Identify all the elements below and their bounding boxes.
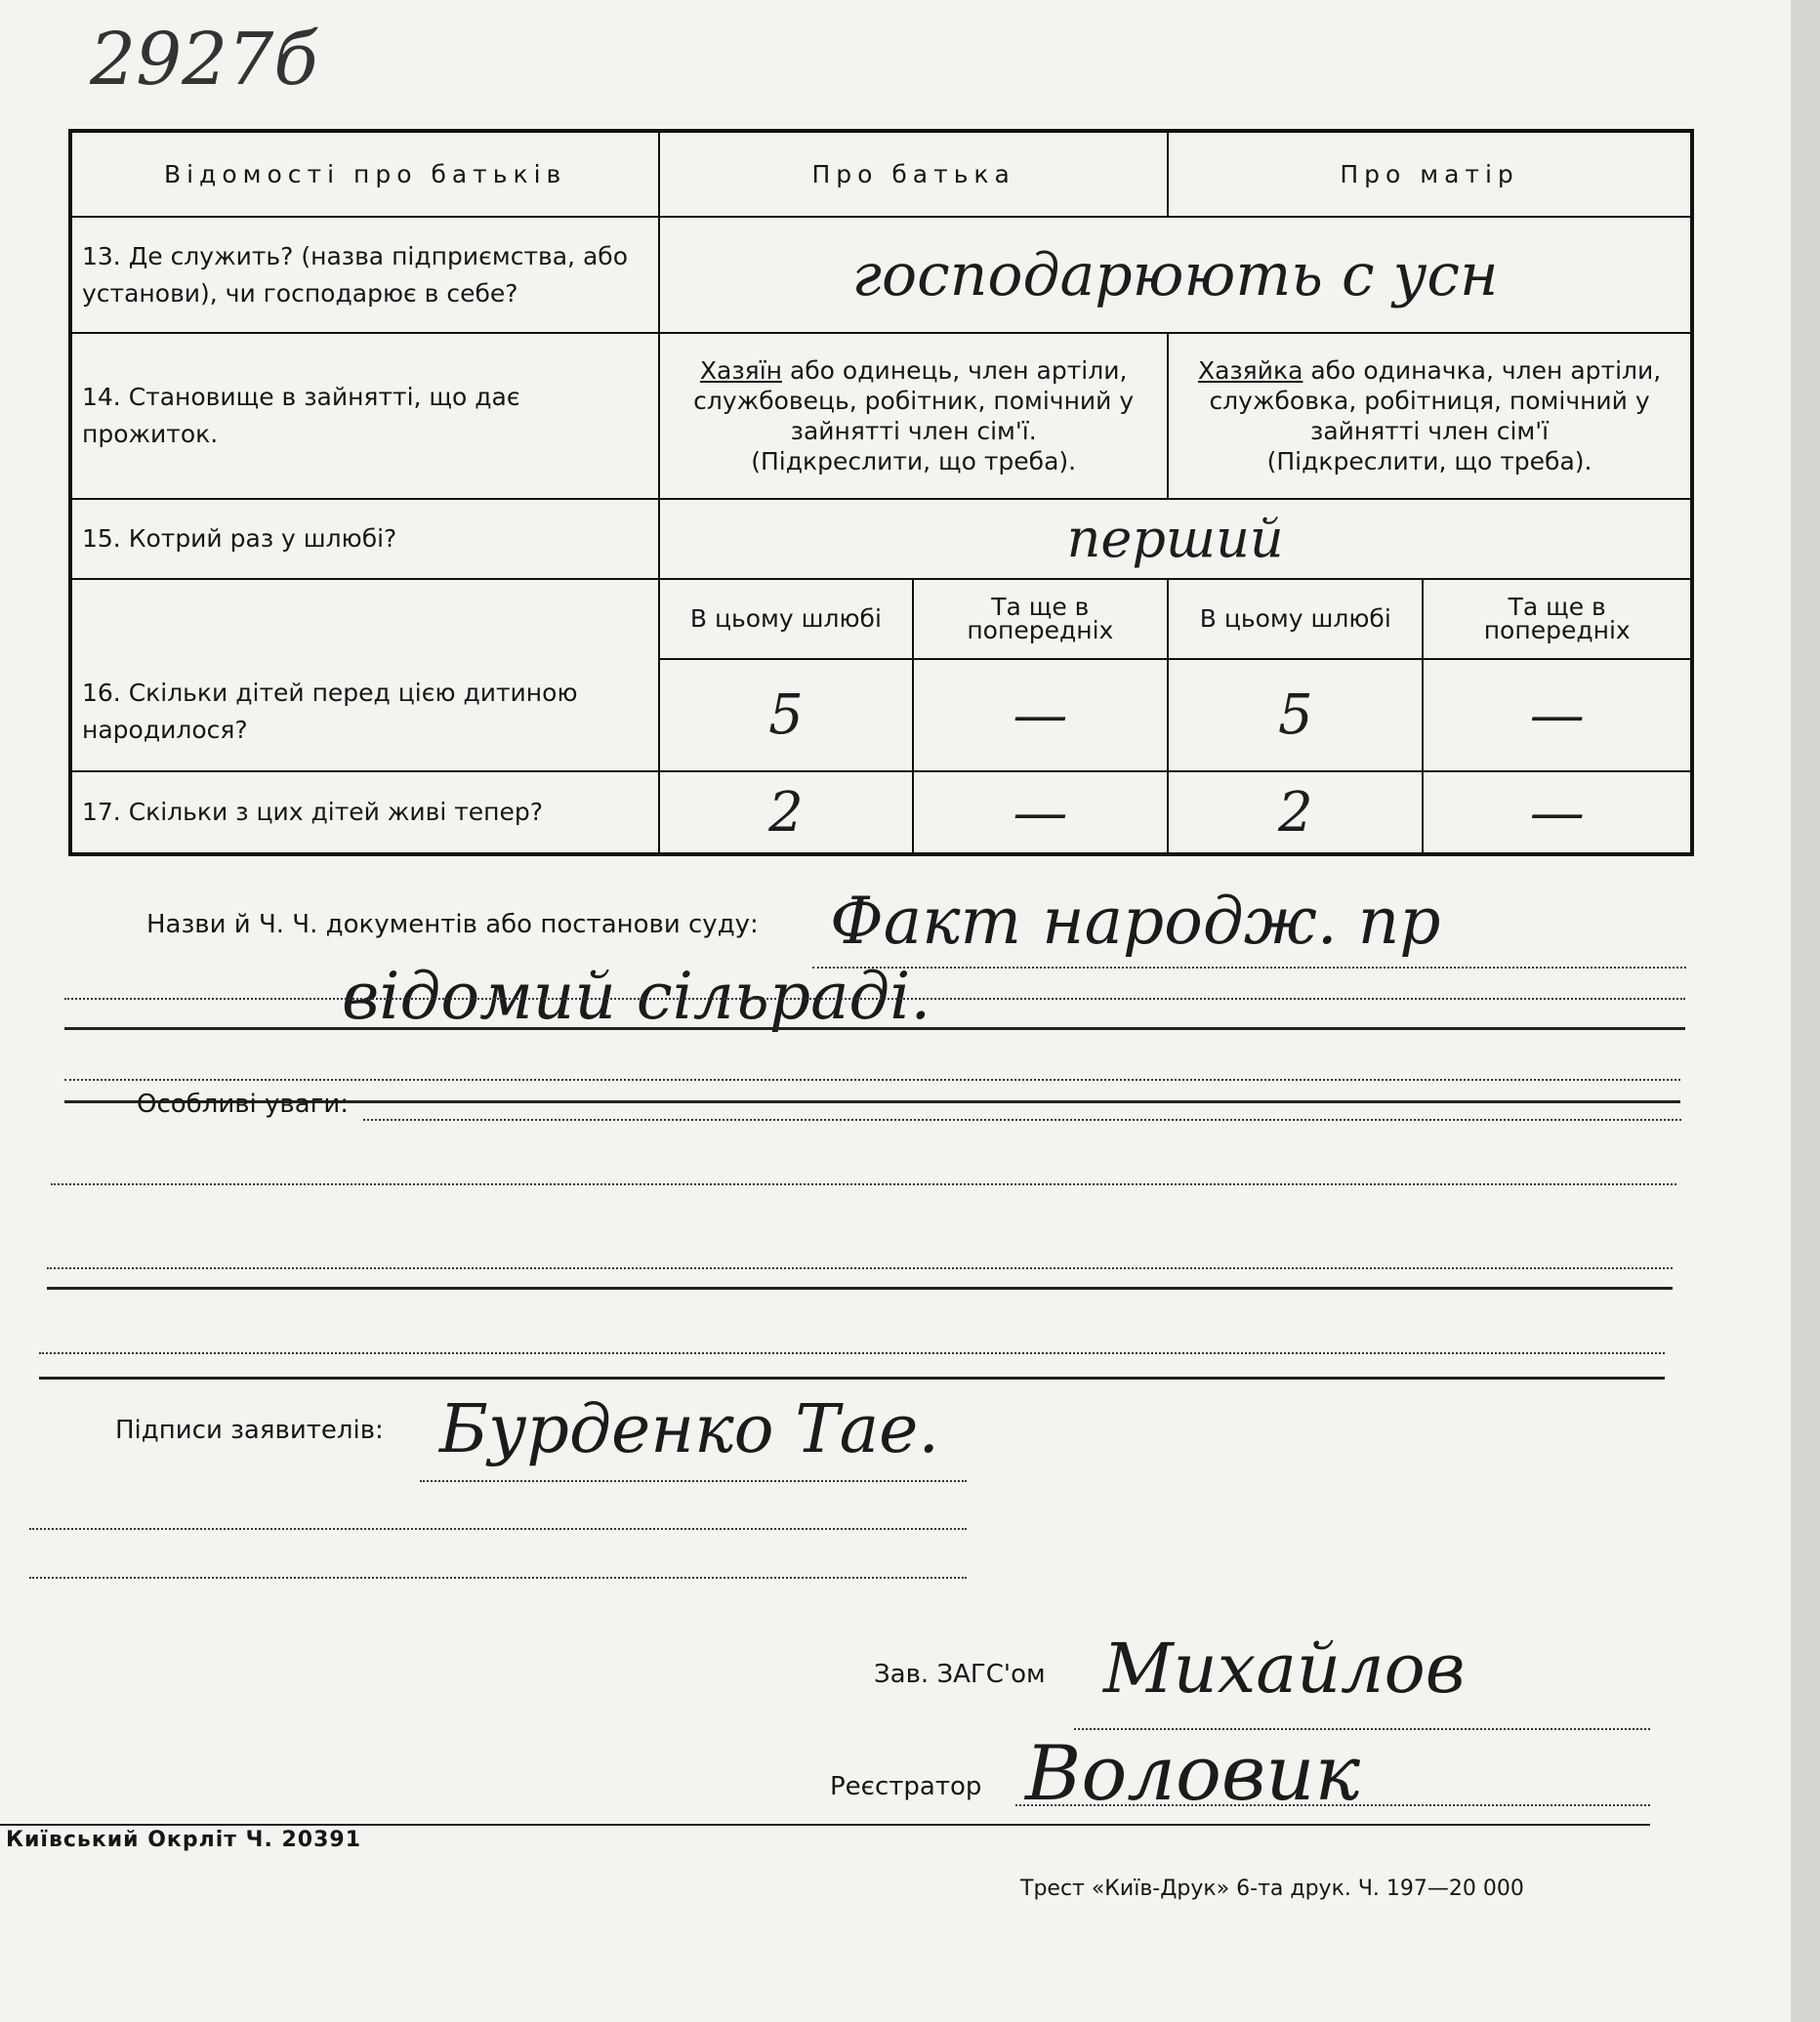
remarks-label: Особливі уваги:: [137, 1090, 349, 1119]
subheader-mother-previous: Та ще в попередніх: [1423, 579, 1692, 660]
table-row-14: [70, 333, 1692, 499]
children-born-father-this: 5: [659, 659, 912, 771]
documents-line-2: [64, 998, 1685, 1000]
question-15: 15. Котрий раз у шлюбі?: [70, 499, 659, 579]
children-born-mother-this: 5: [1168, 659, 1423, 771]
registrar-signature: Воловик: [1025, 1730, 1361, 1818]
header-mother: Про матір: [1168, 131, 1692, 217]
remarks-rule: [47, 1287, 1673, 1290]
mother-options-text: Хазяйка або одиначка, член артіли, службовка, робітниця, помічний у зайнятті член сім'ї: [1197, 355, 1662, 445]
archive-number: 2927б: [90, 18, 318, 102]
children-alive-father-this: 2: [659, 771, 912, 854]
question-13: 13. Де служить? (назва підприємства, або установи), чи господарює в себе?: [70, 217, 659, 333]
documents-rule: [64, 1027, 1685, 1030]
mother-options-note: (Підкреслити, що треба).: [1266, 446, 1592, 475]
remarks-rule-2: [39, 1377, 1665, 1380]
footer-rule: [0, 1824, 1650, 1826]
children-born-mother-previous: —: [1423, 659, 1692, 771]
zags-head-label: Зав. ЗАГС'ом: [874, 1660, 1046, 1689]
answer-13: господарюють с усн: [659, 217, 1692, 333]
parents-info-table: [68, 129, 1694, 856]
table-header-row: [70, 131, 1692, 217]
father-options-note: (Підкреслити, що треба).: [751, 446, 1077, 475]
children-born-father-previous: —: [913, 659, 1169, 771]
question-14: 14. Становище в зайнятті, що дає прожиток.: [70, 333, 659, 499]
documents-value-line2: відомий сільраді.: [342, 959, 931, 1034]
question-17: 17. Скільки з цих дітей живі тепер?: [70, 771, 659, 854]
header-father: Про батька: [659, 131, 1168, 217]
table-row-15: [70, 499, 1692, 579]
remarks-line-3: [47, 1267, 1673, 1269]
table-row-17: [70, 771, 1692, 854]
remarks-line-1: [363, 1119, 1681, 1121]
zags-head-signature: Михайлов: [1103, 1629, 1466, 1709]
registrar-line: [1015, 1804, 1650, 1806]
paper-edge: [1791, 0, 1820, 2022]
remarks-line-4: [39, 1352, 1665, 1354]
applicants-line-3: [29, 1577, 967, 1579]
subheader-mother-this-marriage: В цьому шлюбі: [1168, 579, 1423, 660]
documents-line-3: [64, 1079, 1680, 1081]
table-row-16-subheaders: [70, 579, 1692, 660]
subheader-father-this-marriage: В цьому шлюбі: [659, 579, 912, 660]
table-row-13: [70, 217, 1692, 333]
documents-label: Назви й Ч. Ч. документів або постанови суду:: [146, 910, 759, 939]
applicants-line-1: [420, 1480, 967, 1482]
children-alive-mother-previous: —: [1423, 771, 1692, 854]
documents-value-line1: Факт народж. пр: [830, 884, 1441, 959]
documents-line-1: [812, 967, 1686, 969]
applicants-line-2: [29, 1528, 967, 1530]
applicants-label: Підписи заявителів:: [115, 1416, 384, 1445]
footer-left: Київський Окрліт Ч. 20391: [6, 1828, 362, 1852]
father-occupation-options: [659, 333, 1168, 499]
subheader-father-previous: Та ще в попередніх: [913, 579, 1169, 660]
registrar-label: Реєстратор: [830, 1772, 982, 1801]
question-16: 16. Скільки дітей перед цією дитиною народилося?: [70, 579, 659, 771]
header-parents-info: Відомості про батьків: [70, 131, 659, 217]
applicants-signature: Бурденко Тае.: [439, 1391, 939, 1468]
children-alive-father-previous: —: [913, 771, 1169, 854]
mother-occupation-options: [1168, 333, 1692, 499]
children-alive-mother-this: 2: [1168, 771, 1423, 854]
answer-15: перший: [659, 499, 1692, 579]
father-options-text: Хазяїн або одинець, член артіли, службовець, робітник, помічний у зайнятті член сім'ї.: [693, 355, 1135, 445]
remarks-line-2: [51, 1183, 1676, 1185]
footer-right: Трест «Київ-Друк» 6-та друк. Ч. 197—20 000: [1020, 1877, 1524, 1901]
